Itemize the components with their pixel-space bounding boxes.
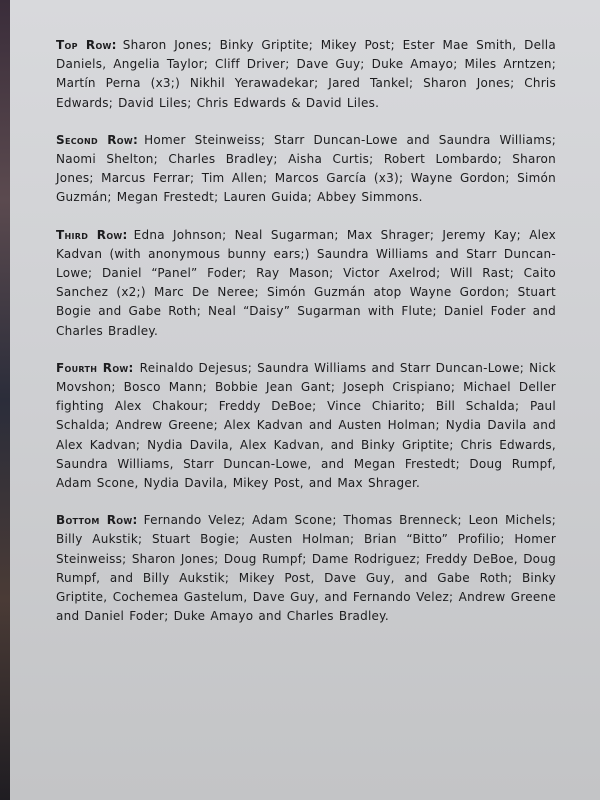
- credits-paragraph-top-row: [56, 36, 556, 113]
- photo-credits: [56, 36, 556, 644]
- row-names: Homer Steinweiss; Starr Duncan-Lowe and Saundra Williams; Naomi Shelton; Charles Bradley; Aisha Curtis; Robert Lombardo; Sharon Jones; Marcus Ferrar; Tim Allen; Marcos García (x3); Wayne Gordon; Simón Guzmán; Megan Frestedt; Lauren Guida; Abbey Simmons.: [56, 132, 556, 205]
- row-names: Edna Johnson; Neal Sugarman; Max Shrager; Jeremy Kay; Alex Kadvan (with anonymous bunny ears;) Saundra Williams and Starr Duncan-Lowe; Daniel “Panel” Foder; Ray Mason; Victor Axelrod; Will Rast; Caito Sanchez (x2;) Marc De Neree; Simón Guzmán atop Wayne Gordon; Stuart Bogie and Gabe Roth; Neal “Daisy” Sugarman with Flute; Daniel Foder and Charles Bradley.: [56, 227, 557, 338]
- row-label: Top Row:: [56, 38, 117, 52]
- row-names: Fernando Velez; Adam Scone; Thomas Brenneck; Leon Michels; Billy Aukstik; Stuart Bogie; Austen Holman; Brian “Bitto” Profilio; Homer Steinweiss; Sharon Jones; Doug Rumpf; Dame Rodriguez; Freddy DeBoe, Doug Rumpf, and Billy Aukstik; Mikey Post, Dave Guy, and Gabe Roth; Binky Griptite, Cochemea Gastelum, Dave Guy, and Fernando Velez; Andrew Greene and Daniel Foder; Duke Amayo and Charles Bradley.: [56, 513, 556, 624]
- credits-paragraph-second-row: [56, 131, 556, 208]
- row-names: Reinaldo Dejesus; Saundra Williams and Starr Duncan-Lowe; Nick Movshon; Bosco Mann; Bobbie Jean Gant; Joseph Crispiano; Michael Deller fighting Alex Chakour; Freddy DeBoe; Vince Chiarito; Bill Schalda; Paul Schalda; Andrew Greene; Alex Kadvan and Austen Holman; Nydia Davila and Alex Kadvan; Nydia Davila, Alex Kadvan, and Binky Griptite; Chris Edwards, Saundra Williams, Starr Duncan-Lowe, and Megan Frestedt; Doug Rumpf, Adam Scone, Nydia Davila, Mikey Post, and Max Shrager.: [56, 360, 556, 491]
- adjacent-page-edge: [0, 0, 10, 800]
- row-label: Fourth Row:: [56, 360, 134, 375]
- document-page: [10, 0, 600, 800]
- credits-paragraph-third-row: [56, 226, 556, 341]
- row-label: Second Row:: [56, 132, 139, 147]
- row-label: Bottom Row:: [56, 513, 138, 528]
- credits-paragraph-fourth-row: [56, 359, 556, 493]
- row-names: Sharon Jones; Binky Griptite; Mikey Post; Ester Mae Smith, Della Daniels, Angelia Taylor; Cliff Driver; Dave Guy; Duke Amayo; Miles Arntzen; Martín Perna (x3;) Nikhil Yerawadekar; Jared Tankel; Sharon Jones; Chris Edwards; David Liles; Chris Edwards & David Liles.: [56, 38, 556, 110]
- credits-paragraph-bottom-row: [56, 511, 556, 626]
- row-label: Third Row:: [56, 227, 128, 242]
